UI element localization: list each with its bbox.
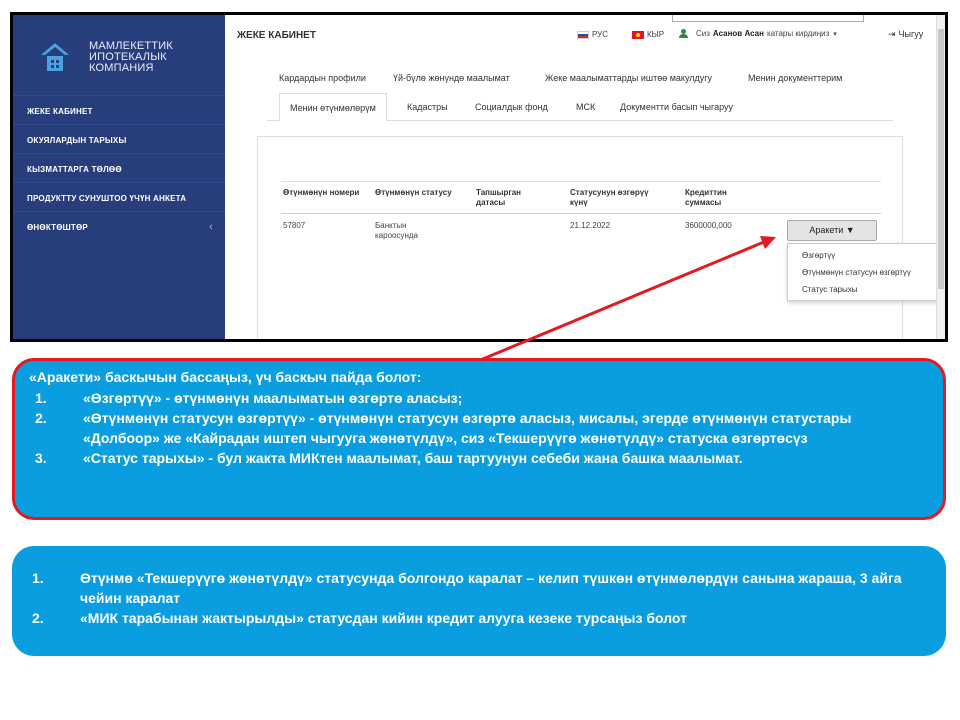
list-item: [29, 388, 929, 408]
cell-status: Банктын кароосунда: [375, 221, 419, 240]
tab-social-fund[interactable]: Социалдык фонд: [475, 102, 548, 112]
lang-ru-label: РУС: [592, 30, 609, 39]
logo-text: МАМЛЕКЕТТИК ИПОТЕКАЛЫК КОМПАНИЯ: [89, 40, 173, 74]
kyrgyzstan-flag-icon: [632, 31, 644, 39]
logout-icon: ⇥: [888, 29, 896, 39]
russia-flag-icon: [577, 31, 589, 39]
cell-number: 57807: [283, 221, 306, 230]
tab-print-document[interactable]: Документти басып чыгаруу: [620, 102, 734, 112]
tab-msk[interactable]: МСК: [576, 102, 596, 112]
sidebar-item-label: ӨНӨКТӨШТӨР: [27, 223, 88, 232]
list-text: «Өтүнмөнүн статусун өзгөртүү» - өтүнмөнүн статусун өзгөртө аласыз, мисалы, эгерде өтүнмөнүн статустары «Долбоор» же «Кайрадан иштеп чыгууга жөнөтүлдү», сиз «Текшерүүгө жөнөтүлдү» статуска өзгөртөсүз: [83, 410, 852, 446]
sidebar-item-product-survey[interactable]: ПРОДУКТТУ СУНУШТОО ҮЧҮН АНКЕТА: [13, 182, 225, 211]
sidebar: [13, 15, 225, 339]
col-amount-header: Кредиттин суммасы: [685, 188, 727, 207]
callout-actions-explanation: [12, 358, 946, 520]
callout1-lead: «Аракети» баскычын бассаңыз, үч баскыч пайда болот:: [29, 369, 422, 385]
menu-item-change-status[interactable]: Өтүнмөнүн статусун өзгөртүү: [802, 268, 911, 277]
logout-label: Чыгуу: [898, 29, 924, 39]
menu-item-status-history[interactable]: Статус тарыхы: [802, 285, 858, 294]
list-text: Өтүнмө «Текшерүүгө жөнөтүлдү» статусунда болгондо каралат – келип түшкөн өтүнмөлөрдүн санына жараша, 3 айга чейин каралат: [80, 570, 902, 606]
callout-review-info: [12, 546, 946, 656]
tab-family-info[interactable]: Үй-бүлө жөнүндө маалымат: [393, 73, 510, 83]
page-title: ЖЕКЕ КАБИНЕТ: [237, 30, 316, 41]
list-item: [29, 448, 929, 468]
menu-item-edit[interactable]: Өзгөртүү: [802, 251, 836, 260]
list-item: [26, 608, 932, 628]
tabs-row-2: [267, 93, 893, 121]
lang-ru-link[interactable]: [577, 30, 608, 39]
list-text: «Өзгөртүү» - өтүнмөнүн маалыматын өзгөртө аласыз;: [83, 390, 463, 406]
table-header: [281, 181, 881, 214]
chevron-down-icon: ▾: [833, 30, 837, 38]
sidebar-item-partners[interactable]: [13, 211, 225, 240]
sidebar-item-service-payment[interactable]: КЫЗМАТТАРГА ТӨЛӨӨ: [13, 153, 225, 182]
list-text: «Статус тарыхы» - бул жакта МИКтен маалымат, баш тартуунун себеби жана башка маалымат.: [83, 450, 743, 466]
col-number-header: Өтүнмөнүн номери: [283, 188, 360, 197]
topbar: [225, 15, 945, 59]
user-suffix: катары кирдиңиз: [766, 29, 830, 38]
sidebar-item-event-history[interactable]: ОКУЯЛАРДЫН ТАРЫХЫ: [13, 124, 225, 153]
lang-kg-label: КЫР: [647, 30, 665, 39]
user-name: Асанов Асан: [712, 29, 764, 38]
col-status-date-header: Статусунун өзгөрүү күнү: [570, 188, 649, 207]
scrollbar[interactable]: [936, 15, 945, 339]
list-text: «МИК тарабынан жактырылды» статусдан кийин кредит алууга кезеке турсаңыз болот: [80, 610, 687, 626]
col-status-header: Өтүнмөнүн статусу: [375, 188, 452, 197]
actions-button[interactable]: Аракети ▼: [787, 220, 877, 241]
cell-amount: 3600000,000: [685, 221, 732, 230]
house-logo-icon: [37, 39, 73, 75]
tab-client-profile[interactable]: Кардардын профили: [279, 73, 366, 83]
list-item: [29, 408, 929, 448]
list-item: [26, 568, 932, 608]
cell-status-date: 21.12.2022: [570, 221, 611, 230]
scrollbar-thumb[interactable]: [938, 29, 944, 289]
callout2-list: [26, 568, 932, 628]
logout-button[interactable]: [888, 29, 923, 40]
lang-kg-link[interactable]: [632, 30, 664, 39]
chevron-left-icon: ‹: [209, 221, 213, 233]
user-icon: [679, 29, 688, 38]
user-menu[interactable]: [679, 29, 837, 38]
actions-dropdown: [787, 243, 939, 301]
sidebar-item-personal-cabinet[interactable]: ЖЕКЕ КАБИНЕТ: [13, 95, 225, 124]
user-prefix: Сиз: [696, 29, 710, 38]
list-number: 1.: [32, 570, 44, 586]
tab-my-applications[interactable]: Менин өтүнмөлөрүм: [279, 93, 387, 121]
col-date-header: Тапшырган датасы: [476, 188, 521, 207]
main-content: [225, 15, 945, 339]
list-number: 3.: [35, 450, 47, 466]
list-number: 2.: [35, 410, 47, 426]
callout1-list: [29, 388, 929, 468]
sidebar-nav: [13, 95, 225, 240]
screenshot-frame: [10, 12, 948, 342]
list-number: 1.: [35, 390, 47, 406]
list-number: 2.: [32, 610, 44, 626]
tab-data-consent[interactable]: Жеке маалыматтарды иштөө макулдугу: [545, 73, 713, 83]
tab-my-documents[interactable]: Менин документтерим: [748, 73, 843, 83]
tab-cadastre[interactable]: Кадастры: [407, 102, 448, 112]
